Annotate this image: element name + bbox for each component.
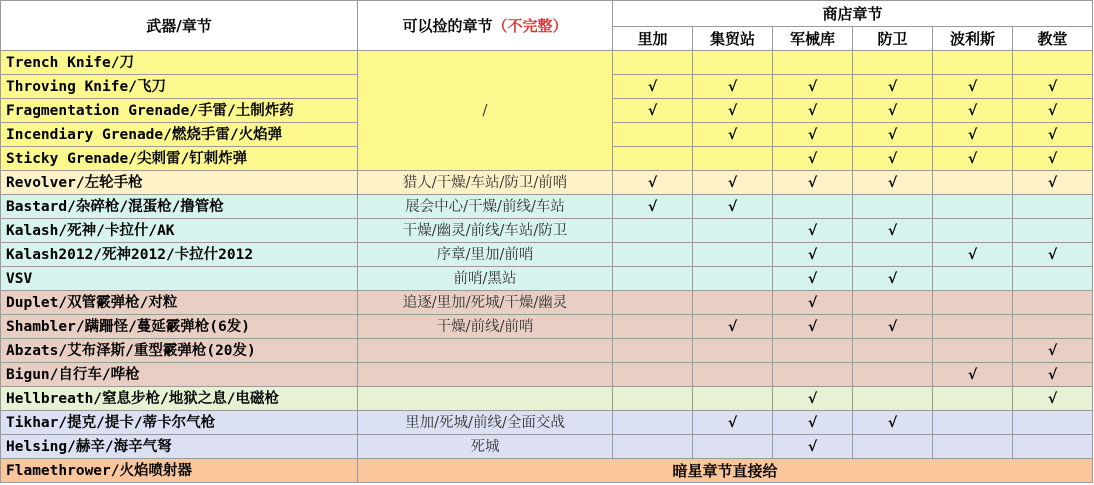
shop-check-cell-2[interactable]: [773, 315, 853, 339]
shop-check-cell-5[interactable]: [1013, 171, 1093, 195]
weapon-cell[interactable]: Throving Knife/飞刀: [1, 75, 358, 99]
check-mark-icon: √: [887, 414, 898, 431]
shop-check-cell-4[interactable]: [933, 291, 1013, 315]
shop-check-cell-3[interactable]: [853, 363, 933, 387]
table-row: [1, 243, 1093, 267]
shop-check-cell-5[interactable]: [1013, 51, 1093, 75]
table-row: [1, 171, 1093, 195]
shop-header-1[interactable]: 集贸站: [693, 27, 773, 51]
shop-check-cell-3[interactable]: [853, 339, 933, 363]
pickup-cell[interactable]: 干燥/前线/前哨: [358, 315, 613, 339]
check-mark-icon: √: [887, 222, 898, 239]
check-mark-icon: √: [967, 246, 978, 263]
shop-check-cell-4[interactable]: [933, 267, 1013, 291]
shop-check-cell-2[interactable]: [773, 411, 853, 435]
shop-check-cell-5[interactable]: [1013, 147, 1093, 171]
shop-check-cell-2[interactable]: [773, 99, 853, 123]
flamethrower-note[interactable]: 暗星章节直接给: [358, 459, 1093, 483]
shop-check-cell-4[interactable]: [933, 123, 1013, 147]
check-mark-icon: √: [807, 438, 818, 455]
check-mark-icon: √: [1047, 150, 1058, 167]
weapon-cell[interactable]: Kalash/死神/卡拉什/AK: [1, 219, 358, 243]
shop-check-cell-4[interactable]: [933, 435, 1013, 459]
shop-check-cell-1[interactable]: [693, 243, 773, 267]
check-mark-icon: √: [887, 102, 898, 119]
shop-check-cell-3[interactable]: [853, 291, 933, 315]
check-mark-icon: √: [727, 102, 738, 119]
check-mark-icon: √: [807, 174, 818, 191]
shop-header-0[interactable]: 里加: [613, 27, 693, 51]
check-mark-icon: √: [887, 318, 898, 335]
table-row: [1, 51, 1093, 75]
shop-check-cell-2[interactable]: [773, 51, 853, 75]
shop-check-cell-4[interactable]: [933, 147, 1013, 171]
shop-check-cell-4[interactable]: [933, 99, 1013, 123]
shop-check-cell-5[interactable]: [1013, 387, 1093, 411]
shop-check-cell-4[interactable]: [933, 411, 1013, 435]
weapon-cell[interactable]: Sticky Grenade/尖刺雷/钉刺炸弹: [1, 147, 358, 171]
check-mark-icon: √: [727, 198, 738, 215]
check-mark-icon: √: [807, 150, 818, 167]
shop-check-cell-3[interactable]: [853, 219, 933, 243]
check-mark-icon: √: [807, 222, 818, 239]
check-mark-icon: √: [887, 78, 898, 95]
shop-header-2[interactable]: 军械库: [773, 27, 853, 51]
shop-check-cell-1[interactable]: [693, 99, 773, 123]
shop-check-cell-5[interactable]: [1013, 243, 1093, 267]
table-row: [1, 387, 1093, 411]
shop-check-cell-2[interactable]: [773, 147, 853, 171]
shop-check-cell-2[interactable]: [773, 387, 853, 411]
shop-header-3[interactable]: 防卫: [853, 27, 933, 51]
shop-check-cell-2[interactable]: [773, 123, 853, 147]
shop-check-cell-2[interactable]: [773, 435, 853, 459]
weapon-column-header[interactable]: [1, 1, 358, 51]
pickup-cell[interactable]: 干燥/幽灵/前线/车站/防卫: [358, 219, 613, 243]
shop-check-cell-1[interactable]: [693, 315, 773, 339]
shop-check-cell-0[interactable]: [613, 315, 693, 339]
shop-check-cell-0[interactable]: [613, 195, 693, 219]
check-mark-icon: √: [647, 198, 658, 215]
shop-check-cell-0[interactable]: [613, 411, 693, 435]
shop-check-cell-0[interactable]: [613, 435, 693, 459]
table-row: [1, 315, 1093, 339]
shop-check-cell-1[interactable]: [693, 387, 773, 411]
pickup-cell[interactable]: 序章/里加/前哨: [358, 243, 613, 267]
shop-check-cell-3[interactable]: [853, 99, 933, 123]
shop-check-cell-2[interactable]: [773, 195, 853, 219]
shop-check-cell-3[interactable]: [853, 75, 933, 99]
shop-check-cell-0[interactable]: [613, 243, 693, 267]
table-row: [1, 459, 1093, 483]
shop-header-4[interactable]: 波利斯: [933, 27, 1013, 51]
weapon-cell[interactable]: VSV: [1, 267, 358, 291]
shop-check-cell-0[interactable]: [613, 339, 693, 363]
pickup-cell[interactable]: 展会中心/干燥/前线/车站: [358, 195, 613, 219]
shop-check-cell-4[interactable]: [933, 75, 1013, 99]
table-row: [1, 219, 1093, 243]
shop-check-cell-0[interactable]: [613, 387, 693, 411]
check-mark-icon: √: [1047, 246, 1058, 263]
table-row: [1, 435, 1093, 459]
pickup-column-header[interactable]: [358, 1, 613, 51]
pickup-cell[interactable]: [358, 363, 613, 387]
check-mark-icon: √: [887, 270, 898, 287]
check-mark-icon: √: [807, 126, 818, 143]
shop-check-cell-1[interactable]: [693, 411, 773, 435]
shop-check-cell-2[interactable]: [773, 267, 853, 291]
weapon-cell[interactable]: Tikhar/提克/提卡/蒂卡尔气枪: [1, 411, 358, 435]
check-mark-icon: √: [887, 174, 898, 191]
check-mark-icon: √: [967, 366, 978, 383]
weapon-cell[interactable]: Revolver/左轮手枪: [1, 171, 358, 195]
shop-check-cell-3[interactable]: [853, 243, 933, 267]
shop-check-cell-2[interactable]: [773, 243, 853, 267]
check-mark-icon: √: [727, 126, 738, 143]
shop-check-cell-1[interactable]: [693, 435, 773, 459]
check-mark-icon: √: [967, 102, 978, 119]
check-mark-icon: √: [807, 414, 818, 431]
check-mark-icon: √: [807, 318, 818, 335]
weapon-cell[interactable]: Bigun/自行车/哗枪: [1, 363, 358, 387]
shop-check-cell-4[interactable]: [933, 219, 1013, 243]
shop-check-cell-3[interactable]: [853, 387, 933, 411]
shop-check-cell-5[interactable]: [1013, 219, 1093, 243]
shop-check-cell-5[interactable]: [1013, 411, 1093, 435]
shop-check-cell-1[interactable]: [693, 363, 773, 387]
weapon-cell[interactable]: Abzats/艾布泽斯/重型霰弹枪(20发): [1, 339, 358, 363]
table-row: [1, 291, 1093, 315]
shop-check-cell-0[interactable]: [613, 75, 693, 99]
weapon-cell[interactable]: Flamethrower/火焰喷射器: [1, 459, 358, 483]
shop-check-cell-5[interactable]: [1013, 363, 1093, 387]
shop-check-cell-5[interactable]: [1013, 339, 1093, 363]
shop-check-cell-3[interactable]: [853, 315, 933, 339]
shop-check-cell-1[interactable]: [693, 147, 773, 171]
shop-check-cell-2[interactable]: [773, 339, 853, 363]
weapon-cell[interactable]: Fragmentation Grenade/手雷/土制炸药: [1, 99, 358, 123]
shop-check-cell-4[interactable]: [933, 315, 1013, 339]
check-mark-icon: √: [1047, 174, 1058, 191]
shop-check-cell-3[interactable]: [853, 435, 933, 459]
check-mark-icon: √: [1047, 366, 1058, 383]
shop-check-cell-0[interactable]: [613, 51, 693, 75]
check-mark-icon: √: [727, 318, 738, 335]
shop-check-cell-5[interactable]: [1013, 75, 1093, 99]
check-mark-icon: √: [807, 294, 818, 311]
pickup-cell[interactable]: [358, 339, 613, 363]
shop-check-cell-3[interactable]: [853, 411, 933, 435]
shop-check-cell-1[interactable]: [693, 291, 773, 315]
shop-check-cell-1[interactable]: [693, 75, 773, 99]
pickup-column-header-label: 可以捡的章节: [402, 16, 493, 35]
shop-check-cell-4[interactable]: [933, 387, 1013, 411]
shop-check-cell-5[interactable]: [1013, 315, 1093, 339]
check-mark-icon: √: [967, 126, 978, 143]
shop-check-cell-5[interactable]: [1013, 291, 1093, 315]
shop-check-cell-4[interactable]: [933, 363, 1013, 387]
shop-check-cell-3[interactable]: [853, 147, 933, 171]
table-row: [1, 411, 1093, 435]
weapon-cell[interactable]: Incendiary Grenade/燃烧手雷/火焰弹: [1, 123, 358, 147]
pickup-incomplete-note: （不完整）: [492, 16, 568, 35]
check-mark-icon: √: [647, 78, 658, 95]
check-mark-icon: √: [887, 150, 898, 167]
check-mark-icon: √: [727, 78, 738, 95]
shop-check-cell-3[interactable]: [853, 171, 933, 195]
shop-check-cell-5[interactable]: [1013, 195, 1093, 219]
weapon-column-header-label: 武器/章节: [146, 16, 212, 35]
shop-check-cell-4[interactable]: [933, 195, 1013, 219]
shop-check-cell-4[interactable]: [933, 339, 1013, 363]
shop-check-cell-3[interactable]: [853, 267, 933, 291]
shop-check-cell-1[interactable]: [693, 219, 773, 243]
shop-check-cell-5[interactable]: [1013, 435, 1093, 459]
shop-check-cell-3[interactable]: [853, 195, 933, 219]
check-mark-icon: √: [647, 174, 658, 191]
shop-check-cell-1[interactable]: [693, 195, 773, 219]
table-row: [1, 267, 1093, 291]
check-mark-icon: √: [967, 150, 978, 167]
shop-check-cell-0[interactable]: [613, 171, 693, 195]
shop-check-cell-0[interactable]: [613, 363, 693, 387]
pickup-cell[interactable]: 死城: [358, 435, 613, 459]
check-mark-icon: √: [1047, 78, 1058, 95]
shop-check-cell-0[interactable]: [613, 291, 693, 315]
shop-check-cell-1[interactable]: [693, 171, 773, 195]
shop-check-cell-2[interactable]: [773, 363, 853, 387]
shop-check-cell-3[interactable]: [853, 51, 933, 75]
shop-check-cell-2[interactable]: [773, 75, 853, 99]
pickup-cell[interactable]: 里加/死城/前线/全面交战: [358, 411, 613, 435]
check-mark-icon: √: [887, 126, 898, 143]
table-row: [1, 339, 1093, 363]
check-mark-icon: √: [727, 174, 738, 191]
weapon-cell[interactable]: Kalash2012/死神2012/卡拉什2012: [1, 243, 358, 267]
check-mark-icon: √: [727, 414, 738, 431]
weapon-cell[interactable]: Trench Knife/刀: [1, 51, 358, 75]
shop-check-cell-5[interactable]: [1013, 99, 1093, 123]
shop-check-cell-1[interactable]: [693, 267, 773, 291]
check-mark-icon: √: [1047, 102, 1058, 119]
shop-check-cell-3[interactable]: [853, 123, 933, 147]
shop-check-cell-4[interactable]: [933, 171, 1013, 195]
table-row: [1, 363, 1093, 387]
check-mark-icon: √: [807, 270, 818, 287]
shop-header-5[interactable]: 教堂: [1013, 27, 1093, 51]
table-row: [1, 195, 1093, 219]
shop-check-cell-0[interactable]: [613, 219, 693, 243]
shop-check-cell-2[interactable]: [773, 219, 853, 243]
weapon-cell[interactable]: Shambler/蹒跚怪/蔓延霰弹枪(6发): [1, 315, 358, 339]
check-mark-icon: √: [647, 102, 658, 119]
shop-check-cell-1[interactable]: [693, 339, 773, 363]
weapon-cell[interactable]: Duplet/双管霰弹枪/对粒: [1, 291, 358, 315]
weapon-cell[interactable]: Bastard/杂碎枪/混蛋枪/撸管枪: [1, 195, 358, 219]
shop-check-cell-5[interactable]: [1013, 123, 1093, 147]
shop-check-cell-0[interactable]: [613, 99, 693, 123]
shop-check-cell-5[interactable]: [1013, 267, 1093, 291]
weapon-cell[interactable]: Helsing/赫辛/海辛气弩: [1, 435, 358, 459]
shop-group-header[interactable]: 商店章节: [613, 1, 1093, 27]
shop-check-cell-0[interactable]: [613, 147, 693, 171]
check-mark-icon: √: [1047, 342, 1058, 359]
weapon-cell[interactable]: Hellbreath/窒息步枪/地狱之息/电磁枪: [1, 387, 358, 411]
shop-check-cell-2[interactable]: [773, 291, 853, 315]
check-mark-icon: √: [967, 78, 978, 95]
check-mark-icon: √: [1047, 126, 1058, 143]
check-mark-icon: √: [1047, 390, 1058, 407]
pickup-cell[interactable]: 前哨/黑站: [358, 267, 613, 291]
pickup-cell[interactable]: 追逐/里加/死城/干燥/幽灵: [358, 291, 613, 315]
shop-check-cell-1[interactable]: [693, 123, 773, 147]
shop-check-cell-0[interactable]: [613, 267, 693, 291]
shop-check-cell-1[interactable]: [693, 51, 773, 75]
shop-check-cell-4[interactable]: [933, 51, 1013, 75]
shop-check-cell-0[interactable]: [613, 123, 693, 147]
shop-check-cell-4[interactable]: [933, 243, 1013, 267]
check-mark-icon: √: [807, 78, 818, 95]
check-mark-icon: √: [807, 102, 818, 119]
check-mark-icon: √: [807, 246, 818, 263]
pickup-cell[interactable]: [358, 387, 613, 411]
pickup-cell[interactable]: /: [358, 51, 613, 171]
shop-check-cell-2[interactable]: [773, 171, 853, 195]
check-mark-icon: √: [807, 390, 818, 407]
pickup-cell[interactable]: 猎人/干燥/车站/防卫/前哨: [358, 171, 613, 195]
